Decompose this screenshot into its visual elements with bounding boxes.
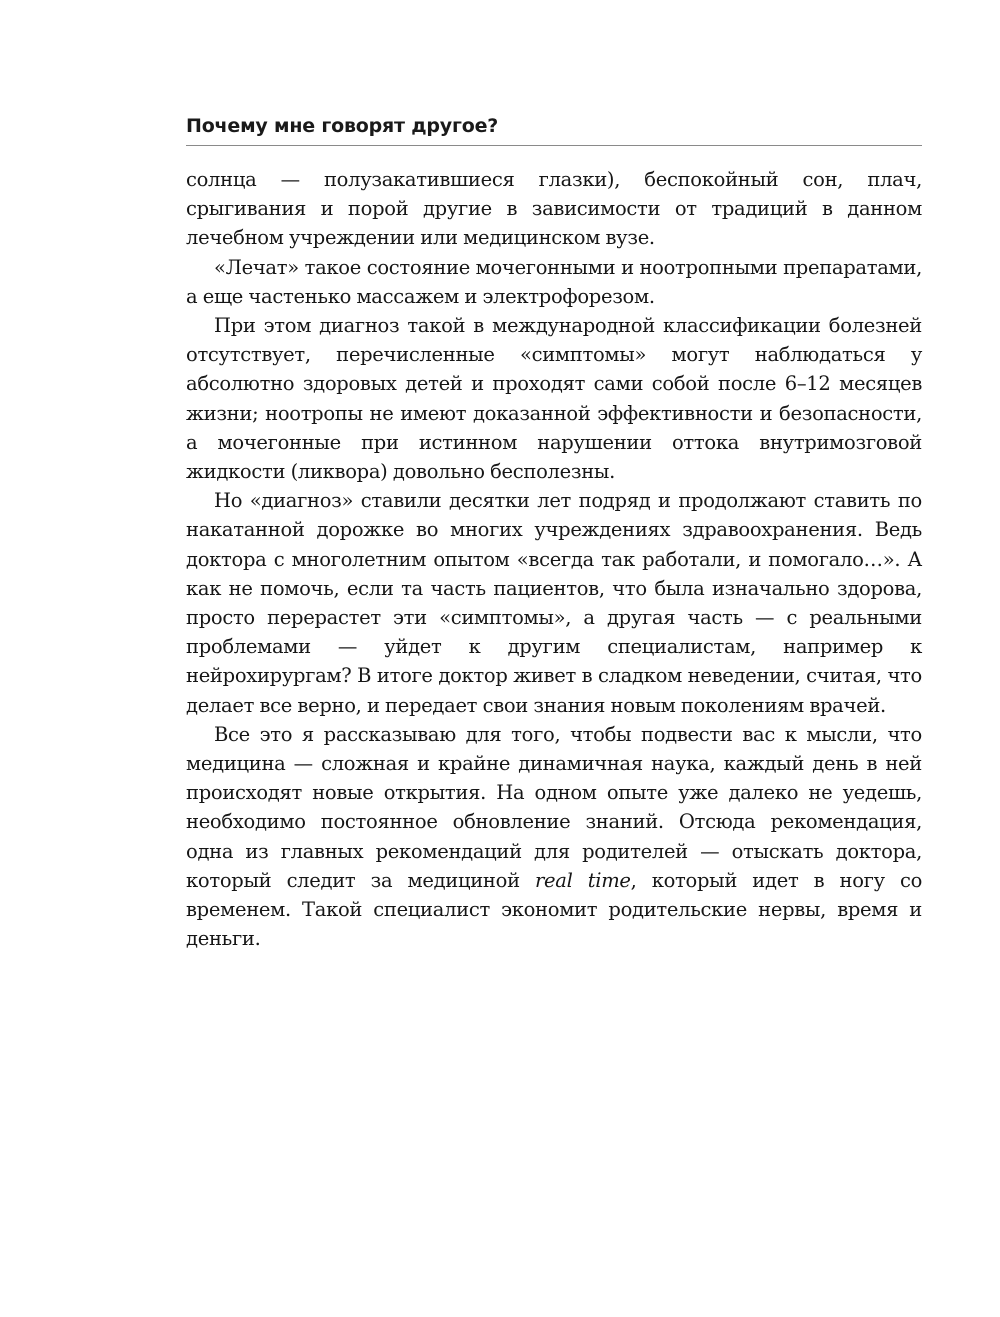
paragraph-conclusion [186, 720, 922, 954]
paragraph-treatment: «Лечат» такое состояние мочегонными и ноотропными препаратами, а еще частенько массажем и электрофорезом. [186, 255, 922, 308]
paragraph-diagnosis-history: Но «диагноз» ставили десятки лет подряд и продолжают ставить по накатанной дорожке во многих учреждениях здравоохранения. Ведь доктора с многолетним опытом «всегда так работали, и помогало…». А как не помочь, если та часть пациентов, что была изначально здорова, просто перерастет эти «симптомы», а другая часть — с реальными проблемами — уйдет к другим специалистам, например к нейрохирургам? В итоге доктор живет в сладком неведении, считая, что делает все верно, и передает свои знания новым поколениям врачей. [186, 489, 922, 717]
running-head: Почему мне говорят другое? [186, 115, 499, 137]
conclusion-text-end: , который идет в ногу со временем. Такой специалист экономит родительские нервы, время и деньги. [186, 868, 923, 951]
conclusion-text-start: Все это я рассказываю для того, чтобы подвести вас к мысли, что медицина — сложная и крайне динамичная наука, каждый день в ней происходят новые открытия. На одном опыте уже далеко не уедешь, необходимо постоянное обновление знаний. Отсюда рекомендация, одна из главных рекомендаций для родителей — отыскать доктора, который следит за медициной [186, 722, 922, 892]
paragraph-continuation: солнца — полузакатившиеся глазки), беспокойный сон, плач, срыгивания и порой другие в зависимости от традиций в данном лечебном учреждении или медицинском вузе. [186, 168, 922, 250]
running-head-rule [186, 145, 922, 146]
body-text [186, 165, 922, 953]
conclusion-emphasis: real time [534, 868, 631, 892]
paragraph-diagnosis-absent: При этом диагноз такой в международной классификации болезней отсутствует, перечисленные «симптомы» могут наблюдаться у абсолютно здоровых детей и проходят сами собой после 6–12 месяцев жизни; ноотропы не имеют доказанной эффективности и безопасности, а мочегонные при истинном нарушении оттока внутримозговой жидкости (ликвора) довольно бесполезны. [186, 314, 922, 484]
